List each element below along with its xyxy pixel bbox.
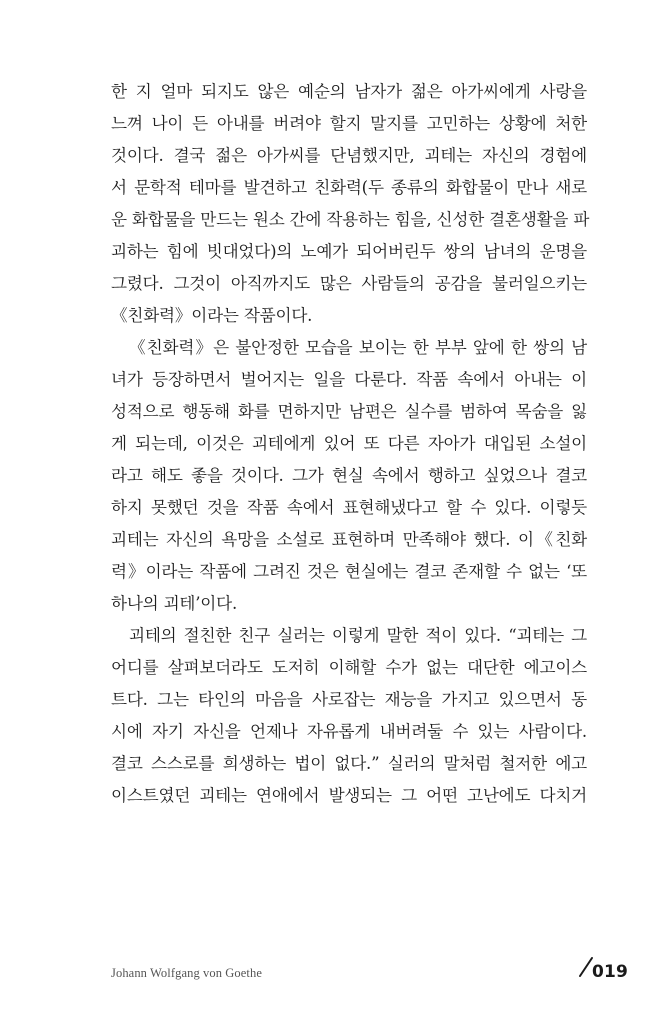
text-line: 느껴 나이 든 아내를 버려야 할지 말지를 고민하는 상황에 처한 [111,114,587,133]
text-line: 서 문학적 테마를 발견하고 친화력(두 종류의 화합물이 만나 새로 [111,178,587,197]
text-line: 력》이라는 작품에 그려진 것은 현실에는 결코 존재할 수 없는 ‘또 [111,562,587,581]
paragraph-2 [111,332,587,620]
text-line: 괴테는 자신의 욕망을 소설로 표현하며 만족해야 했다. 이《친화 [111,530,587,549]
paragraph-1 [111,76,590,332]
text-line: 라고 해도 좋을 것이다. 그가 현실 속에서 행하고 싶었으나 결코 [111,466,587,485]
text-line: 괴테의 절친한 친구 실러는 이렇게 말한 적이 있다. “괴테는 그 [129,626,587,645]
text-line: 것이다. 결국 젊은 아가씨를 단념했지만, 괴테는 자신의 경험에 [111,146,587,165]
text-line: 《친화력》은 불안정한 모습을 보이는 한 부부 앞에 한 쌍의 남 [129,338,587,357]
text-line: 이스트였던 괴테는 연애에서 발생되는 그 어떤 고난에도 다치거 [111,786,587,805]
paragraph-3 [111,620,587,812]
text-line: 운 화합물을 만드는 원소 간에 작용하는 힘을, 신성한 결혼생활을 파 [111,210,590,229]
page-number: 019 [592,962,629,982]
text-line: 녀가 등장하면서 벌어지는 일을 다룬다. 작품 속에서 아내는 이 [111,370,587,389]
text-line: 결코 스스로를 희생하는 법이 없다.” 실러의 말처럼 철저한 에고 [111,754,587,773]
text-line: 어디를 살펴보더라도 도저히 이해할 수가 없는 대단한 에고이스 [111,658,587,677]
text-line: 그렸다. 그것이 아직까지도 많은 사람들의 공감을 불러일으키는 [111,274,587,293]
text-line: 하나의 괴테’이다. [111,594,238,613]
text-line: 성적으로 행동해 화를 면하지만 남편은 실수를 범하여 목숨을 잃 [111,402,587,421]
text-line: 괴하는 힘에 빗대었다)의 노예가 되어버린두 쌍의 남녀의 운명을 [111,242,587,261]
text-line: 트다. 그는 타인의 마음을 사로잡는 재능을 가지고 있으면서 동 [111,690,587,709]
text-line: 한 지 얼마 되지도 않은 예순의 남자가 젊은 아가씨에게 사랑을 [111,82,587,101]
text-line: 게 되는데, 이것은 괴테에게 있어 또 다른 자아가 대입된 소설이 [111,434,587,453]
running-footer-book-title: Johann Wolfgang von Goethe [111,966,262,980]
text-line: 시에 자기 자신을 언제나 자유롭게 내버려둘 수 있는 사람이다. [111,722,587,741]
body-text [111,76,590,812]
text-line: 하지 못했던 것을 작품 속에서 표현해냈다고 할 수 있다. 이렇듯 [111,498,587,517]
text-line: 《친화력》이라는 작품이다. [111,306,313,325]
